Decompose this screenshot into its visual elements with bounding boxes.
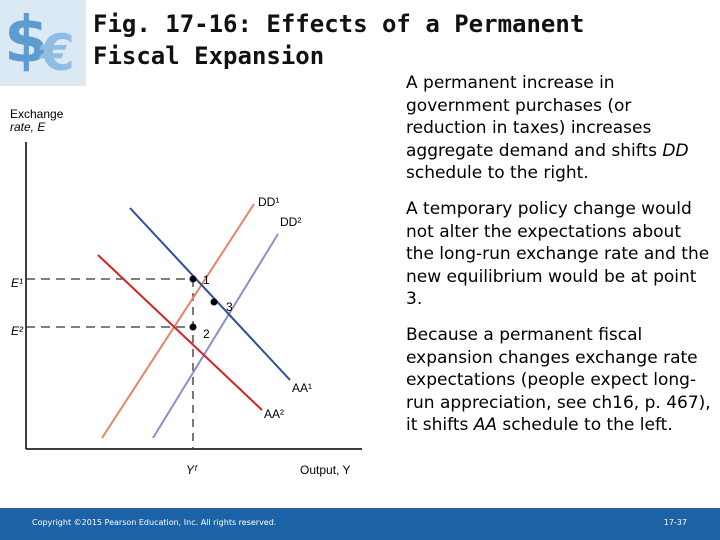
title-line-1: Fig. 17-16: Effects of a Permanent [93, 10, 585, 38]
point-2-marker [190, 324, 197, 331]
copyright-text: Copyright ©2015 Pearson Education, Inc. All rights reserved. [32, 518, 277, 527]
point-3-label: 3 [226, 300, 233, 314]
fiscal-expansion-diagram [0, 95, 390, 490]
slide-title [93, 8, 693, 72]
title-line-2: Fiscal Expansion [93, 42, 325, 70]
point-1-label: 1 [203, 273, 210, 287]
paragraph-2: A temporary policy change would not alter the expectations about the long-run exchange rate and the new equilibrium would be at point 3. [406, 198, 710, 310]
e1-label: E¹ [11, 276, 23, 290]
yf-label: Yᶠ [186, 463, 197, 477]
dd1-label: DD¹ [258, 195, 280, 209]
aa1-schedule [130, 208, 290, 380]
x-axis-label: Output, Y [300, 463, 351, 477]
currency-logo-icon [0, 0, 86, 86]
aa1-label: AA¹ [292, 381, 313, 395]
footer-bar [0, 508, 720, 540]
y-axis-label-line1: Exchange [10, 107, 64, 121]
svg-text:€: € [40, 24, 75, 82]
aa2-label: AA² [264, 407, 285, 421]
point-2-label: 2 [203, 327, 210, 341]
page-number: 17-37 [663, 518, 687, 527]
point-1-marker [190, 276, 197, 283]
dd2-label: DD² [280, 215, 302, 229]
paragraph-3: Because a permanent fiscal expansion changes exchange rate expectations (people expect long-run appreciation, see ch16, p. 467), it shifts AA schedule to the left. [406, 324, 711, 436]
dd1-schedule [102, 204, 254, 438]
e2-label: E² [11, 324, 23, 338]
y-axis-label-line2: rate, E [10, 120, 46, 134]
aa2-schedule [98, 255, 262, 410]
point-3-marker [211, 299, 218, 306]
paragraph-1: A permanent increase in government purchases (or reduction in taxes) increases aggregate demand and shifts DD schedule to the right. [406, 73, 689, 184]
explanation-text [406, 72, 712, 450]
svg-text:$: $ [4, 4, 49, 78]
